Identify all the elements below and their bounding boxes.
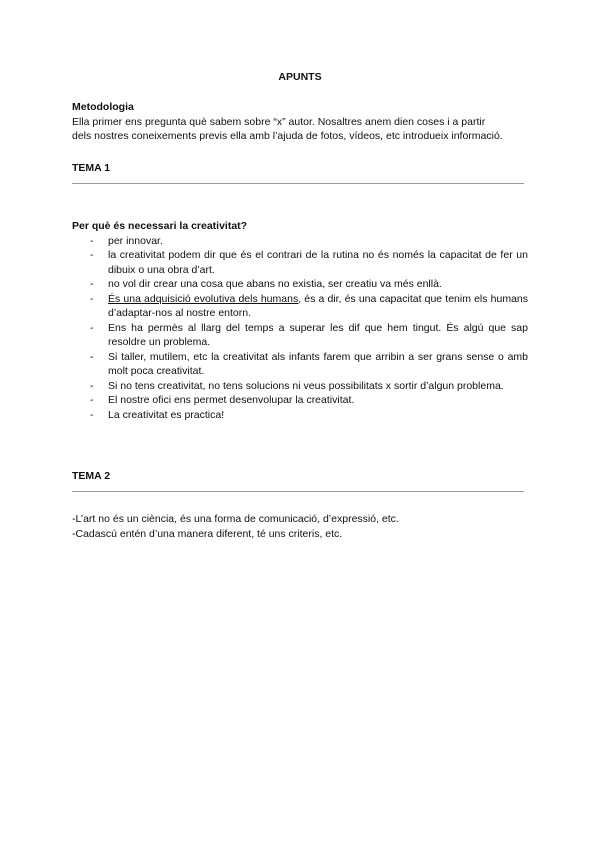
tema2-divider (72, 491, 524, 492)
underlined-phrase: És una adquisició evolutiva dels humans, (108, 292, 302, 305)
dash-bullet: - (90, 249, 94, 261)
dash-bullet: - (90, 292, 94, 305)
list-item (72, 350, 528, 379)
tema1-section (72, 219, 528, 422)
page-title: APUNTS (278, 71, 322, 83)
metodologia-heading: Metodologia (72, 101, 134, 113)
list-item-text: Si no tens creativitat, no tens solucions ni veus possibilitats x sortir d’algun problema. (108, 379, 504, 392)
list-item (72, 393, 528, 408)
dash-bullet: - (90, 350, 94, 363)
dash-bullet: - (90, 278, 94, 290)
list-item (72, 408, 528, 423)
dash-bullet: - (90, 321, 94, 334)
list-item (72, 248, 528, 277)
list-item-text: no vol dir crear una cosa que abans no existia, ser creatiu va més enllà. (108, 278, 442, 290)
list-item (72, 292, 528, 321)
list-item (72, 321, 528, 350)
tema2-section (72, 512, 528, 541)
list-item-text: és a dir, és una capacitat que tenim els humans d’adaptar-nos al nostre entorn. (108, 292, 529, 319)
metodologia-line-1: Ella primer ens pregunta què sabem sobre “x” autor. Nosaltres anem dien coses i a partir (72, 115, 486, 128)
list-item-text: la creativitat podem dir que és el contrari de la rutina no és només la capacitat de fer un dibuix o una obra d’art. (108, 249, 528, 276)
list-item-text: El nostre ofici ens permet desenvolupar la creativitat. (108, 394, 355, 406)
tema1-list (72, 234, 528, 423)
list-item (72, 379, 528, 394)
list-item-text: per innovar. (108, 234, 163, 247)
list-item-text: La creativitat es practica! (108, 408, 225, 421)
list-item-text: Si taller, mutilem, etc la creativitat als infants farem que arribin a ser grans sense o amb molt poca creativitat. (108, 350, 528, 377)
metodologia-line-2: dels nostres coneixements previs ella amb l’ajuda de fotos, vídeos, etc introdueix informació. (72, 130, 503, 142)
dash-bullet: - (90, 394, 94, 406)
list-item (72, 234, 528, 249)
list-item-text: Ens ha permès al llarg del temps a superar les dif que hem tingut. És algú que sap resoldre un problema. (108, 321, 528, 348)
tema2-line-2: -Cadascú entén d’una manera diferent, té uns criteris, etc. (72, 527, 343, 540)
tema1-divider (72, 183, 524, 184)
dash-bullet: - (90, 408, 94, 421)
tema2-heading: TEMA 2 (72, 470, 111, 482)
tema1-question: Per què és necessari la creativitat? (72, 220, 248, 232)
tema2-line-1: -L’art no és un ciència, és una forma de comunicació, d’expressió, etc. (72, 513, 399, 525)
metodologia-section (72, 100, 528, 144)
list-item (72, 277, 528, 292)
dash-bullet: - (90, 379, 94, 392)
dash-bullet: - (90, 234, 94, 247)
tema1-heading: TEMA 1 (72, 162, 111, 174)
